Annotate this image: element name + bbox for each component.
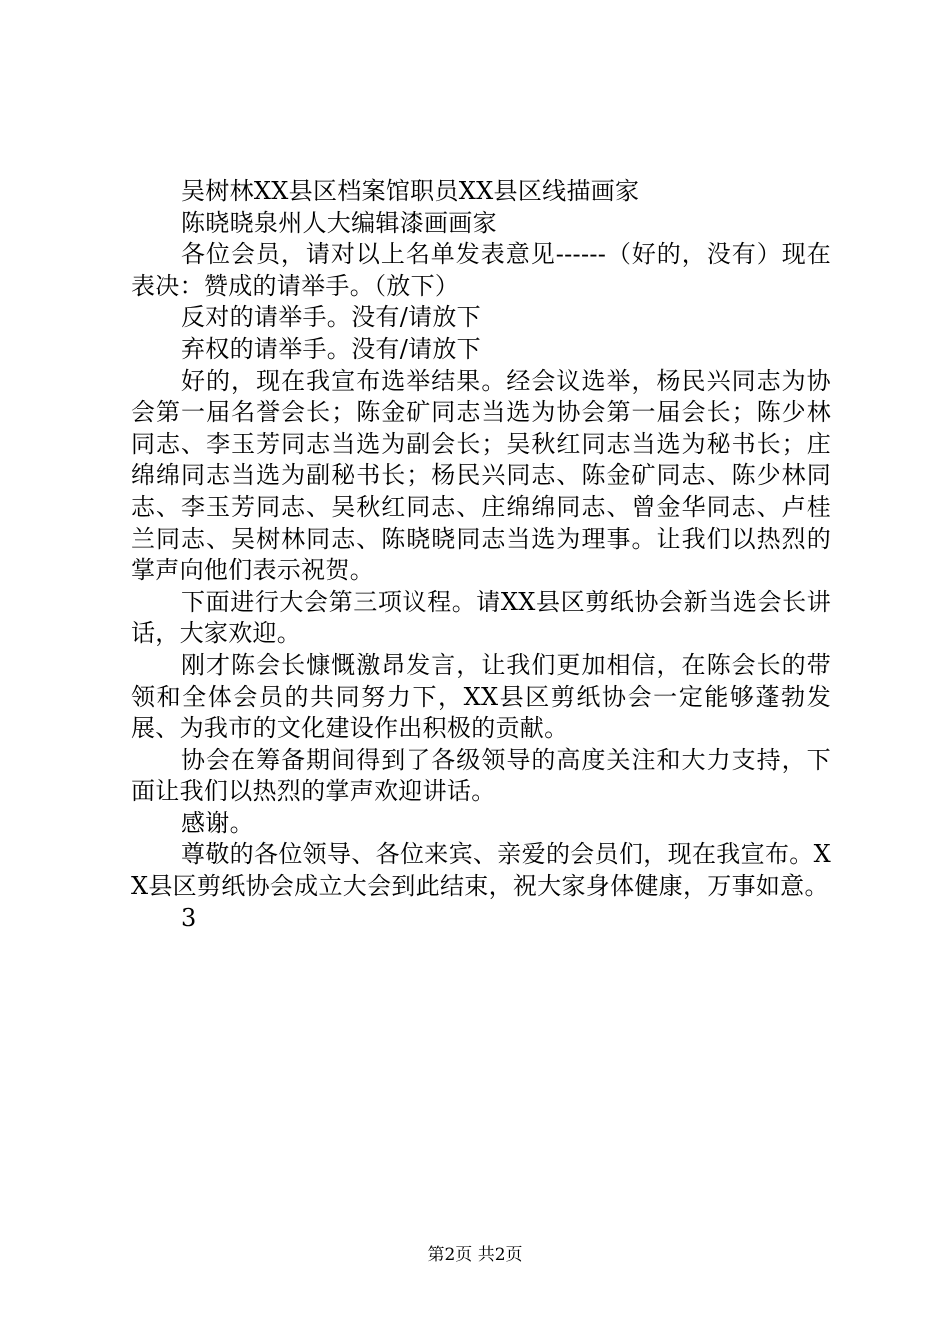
paragraph-member-wu: 吴树林XX县区档案馆职员XX县区线描画家 bbox=[181, 177, 640, 205]
paragraph-support: 协会在筹备期间得到了各级领导的高度关注和大力支持，下面让我们以热烈的掌声欢迎讲话。 bbox=[131, 745, 831, 806]
paragraph-agenda-third: 下面进行大会第三项议程。请XX县区剪纸协会新当选会长讲话，大家欢迎。 bbox=[131, 587, 831, 648]
paragraph-thanks: 感谢。 bbox=[181, 808, 254, 837]
paragraph-opinion-vote: 各位会员，请对以上名单发表意见------（好的，没有）现在表决：赞成的请举手。（放下） bbox=[131, 240, 831, 300]
paragraph-oppose: 反对的请举手。没有/请放下 bbox=[181, 303, 481, 332]
page-footer: 第2页 共2页 bbox=[427, 1245, 523, 1265]
paragraph-president-speech: 刚才陈会长慷慨激昂发言，让我们更加相信，在陈会长的带领和全体会员的共同努力下，XX县区剪纸协会一定能够蓬勃发展、为我市的文化建设作出积极的贡献。 bbox=[131, 650, 831, 743]
paragraph-election-result: 好的，现在我宣布选举结果。经会议选举，杨民兴同志为协会第一届名誉会长；陈金矿同志当选为协会第一届会长；陈少林同志、李玉芳同志当选为副会长；吴秋红同志当选为秘书长；庄绵绵同志当选为副秘书长；杨民兴同志、陈金矿同志、陈少林同志、李玉芳同志、吴秋红同志、庄绵绵同志、曾金华同志、卢桂兰同志、吴树林同志、陈晓晓同志当选为理事。让我们以热烈的掌声向他们表示祝贺。 bbox=[131, 366, 831, 585]
paragraph-number: 3 bbox=[181, 903, 197, 932]
paragraph-closing: 尊敬的各位领导、各位来宾、亲爱的会员们，现在我宣布。XX县区剪纸协会成立大会到此结束，祝大家身体健康，万事如意。 bbox=[131, 840, 831, 901]
paragraph-abstain: 弃权的请举手。没有/请放下 bbox=[181, 334, 481, 363]
document-body bbox=[131, 176, 831, 934]
paragraph-member-chen: 陈晓晓泉州人大编辑漆画画家 bbox=[181, 208, 497, 237]
